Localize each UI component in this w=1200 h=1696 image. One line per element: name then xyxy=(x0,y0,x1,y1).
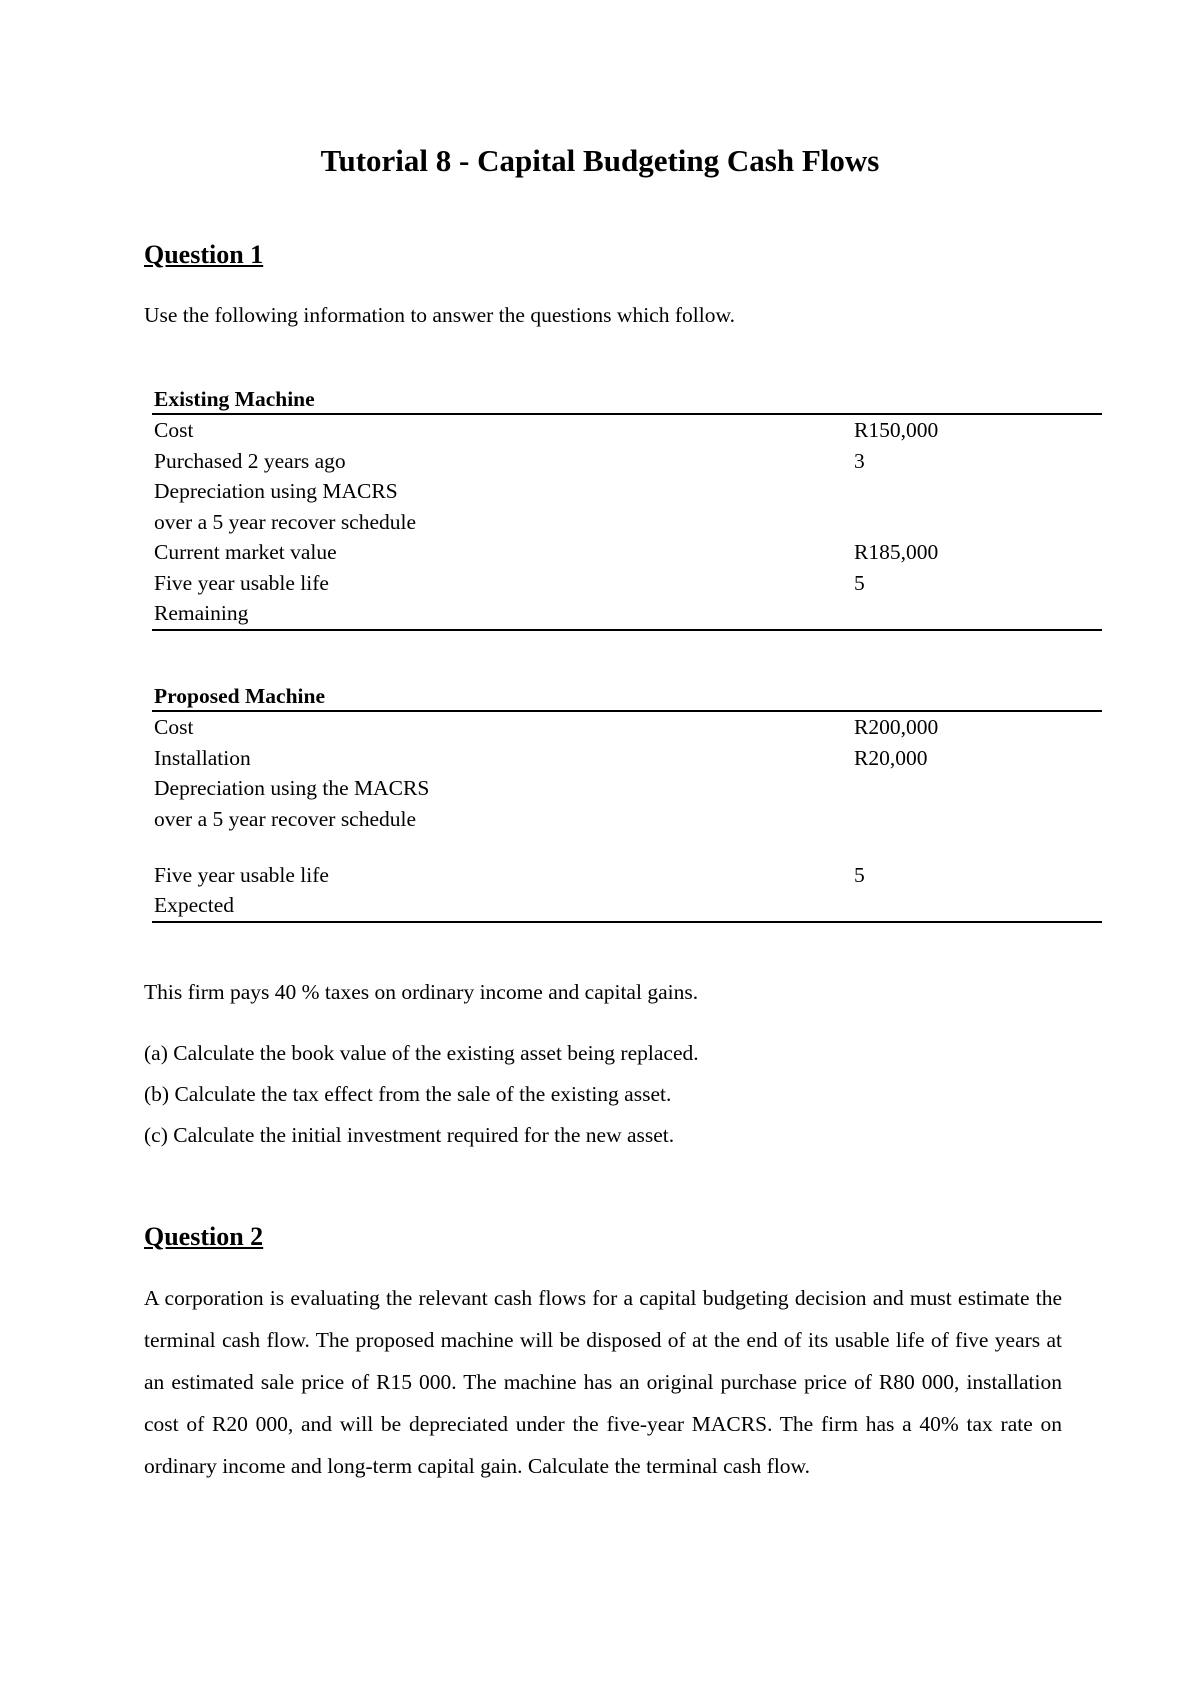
table-row xyxy=(154,743,1102,774)
tax-note: This firm pays 40 % taxes on ordinary income and capital gains. xyxy=(144,980,699,1004)
row-label: Five year usable life xyxy=(154,570,329,595)
row-label: Current market value xyxy=(154,540,337,564)
row-value: R150,000 xyxy=(854,418,939,442)
row-value: 3 xyxy=(854,448,865,473)
table-bottom-rule xyxy=(152,629,1102,631)
proposed-machine-heading: Proposed Machine xyxy=(154,684,326,708)
table-row xyxy=(154,890,1102,921)
existing-machine-table xyxy=(154,385,1102,631)
question-1-part-b: (b) Calculate the tax effect from the sale of the existing asset. xyxy=(144,1082,672,1106)
question-2-heading: Question 2 xyxy=(144,1222,264,1251)
row-label: Cost xyxy=(154,715,194,739)
row-label: Remaining xyxy=(154,601,249,625)
row-label: over a 5 year recover schedule xyxy=(154,509,417,534)
table-row xyxy=(154,804,1102,835)
row-value: 5 xyxy=(854,863,865,887)
proposed-machine-table xyxy=(154,682,1102,923)
table-row xyxy=(154,537,1102,568)
table-row xyxy=(154,598,1102,629)
table-row xyxy=(154,834,1102,890)
existing-machine-heading: Existing Machine xyxy=(154,387,315,411)
row-label: Depreciation using the MACRS xyxy=(154,776,430,800)
question-1-intro: Use the following information to answer the questions which follow. xyxy=(144,303,735,327)
question-1-heading: Question 1 xyxy=(144,240,264,269)
table-row xyxy=(154,507,1102,538)
row-label: Installation xyxy=(154,745,251,770)
page-title: Tutorial 8 - Capital Budgeting Cash Flows xyxy=(320,143,880,178)
row-label: Cost xyxy=(154,418,194,442)
question-1-part-a: (a) Calculate the book value of the existing asset being replaced. xyxy=(144,1041,699,1065)
table-row xyxy=(154,773,1102,804)
table-bottom-rule xyxy=(152,921,1102,923)
question-2-body: A corporation is evaluating the relevant cash flows for a capital budgeting decision and must estimate the terminal cash flow. The proposed machine will be disposed of at the end of its usable life of five years at an estimated sale price of R15 000. The machine has an original purchase price of R80 000, installation cost of R20 000, and will be depreciated under the five-year MACRS. The firm has a 40% tax rate on ordinary income and long-term capital gain. Calculate the terminal cash flow. xyxy=(144,1286,1062,1478)
table-row xyxy=(154,476,1102,507)
row-value: 5 xyxy=(854,570,865,595)
question-1-part-c: (c) Calculate the initial investment required for the new asset. xyxy=(144,1123,675,1147)
row-label: Expected xyxy=(154,893,234,917)
table-row xyxy=(154,568,1102,599)
row-label: Five year usable life xyxy=(154,863,329,887)
row-value: R200,000 xyxy=(854,715,939,739)
table-row xyxy=(154,415,1102,446)
table-row xyxy=(154,446,1102,477)
row-value: R20,000 xyxy=(854,745,928,770)
row-label: Depreciation using MACRS xyxy=(154,479,398,503)
table-row xyxy=(154,712,1102,743)
row-label: over a 5 year recover schedule xyxy=(154,806,417,831)
row-value: R185,000 xyxy=(854,540,939,564)
row-label: Purchased 2 years ago xyxy=(154,448,346,473)
